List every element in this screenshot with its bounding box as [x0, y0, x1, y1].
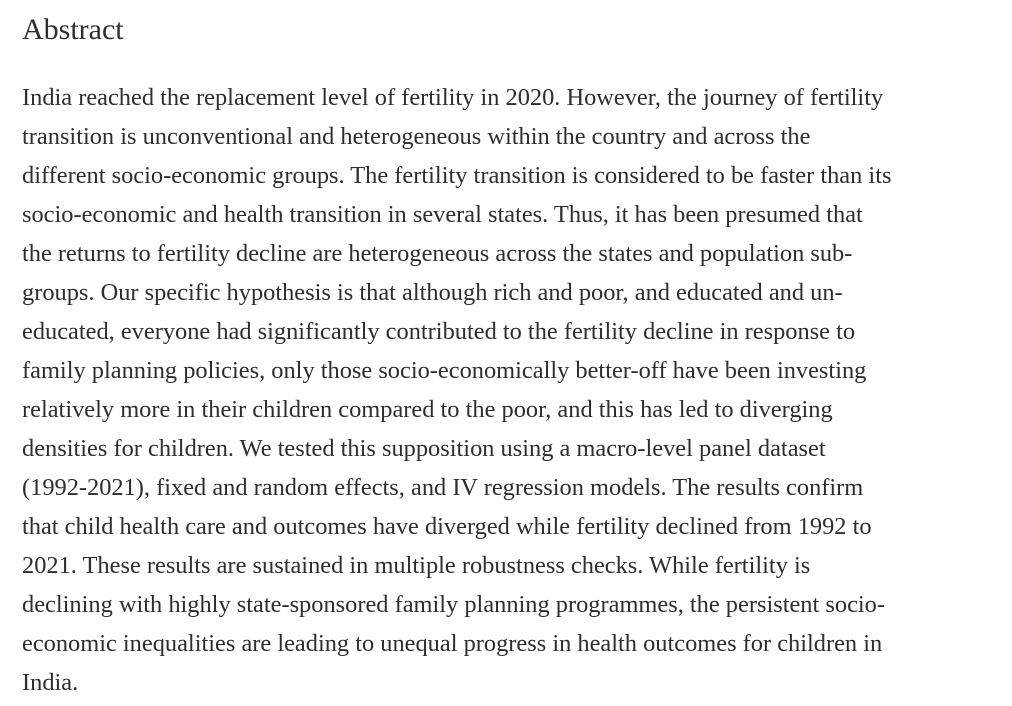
abstract-line: educated, everyone had significantly contributed to the fertility decline in response to	[22, 318, 856, 345]
abstract-paragraph	[22, 78, 1007, 702]
abstract-line: India.	[22, 669, 79, 696]
abstract-line: socio-economic and health transition in several states. Thus, it has been presumed that	[22, 201, 863, 228]
abstract-line: densities for children. We tested this supposition using a macro-level panel dataset	[22, 435, 826, 462]
abstract-line: relatively more in their children compared to the poor, and this has led to diverging	[22, 396, 833, 423]
abstract-line: (1992-2021), fixed and random effects, and IV regression models. The results confirm	[22, 474, 864, 501]
abstract-heading: Abstract	[22, 13, 124, 46]
abstract-line: declining with highly state-sponsored family planning programmes, the persistent socio-	[22, 591, 885, 618]
abstract-line: economic inequalities are leading to unequal progress in health outcomes for children in	[22, 630, 883, 657]
abstract-line: different socio-economic groups. The fertility transition is considered to be faster than its	[22, 162, 892, 189]
abstract-line: the returns to fertility decline are heterogeneous across the states and population sub-	[22, 240, 853, 267]
abstract-line: India reached the replacement level of fertility in 2020. However, the journey of fertility	[22, 84, 884, 111]
abstract-line: that child health care and outcomes have diverged while fertility declined from 1992 to	[22, 513, 872, 540]
abstract-line: 2021. These results are sustained in multiple robustness checks. While fertility is	[22, 552, 811, 579]
abstract-line: transition is unconventional and heterogeneous within the country and across the	[22, 123, 811, 150]
abstract-line: family planning policies, only those socio-economically better-off have been investing	[22, 357, 867, 384]
abstract-line: groups. Our specific hypothesis is that although rich and poor, and educated and un-	[22, 279, 843, 306]
